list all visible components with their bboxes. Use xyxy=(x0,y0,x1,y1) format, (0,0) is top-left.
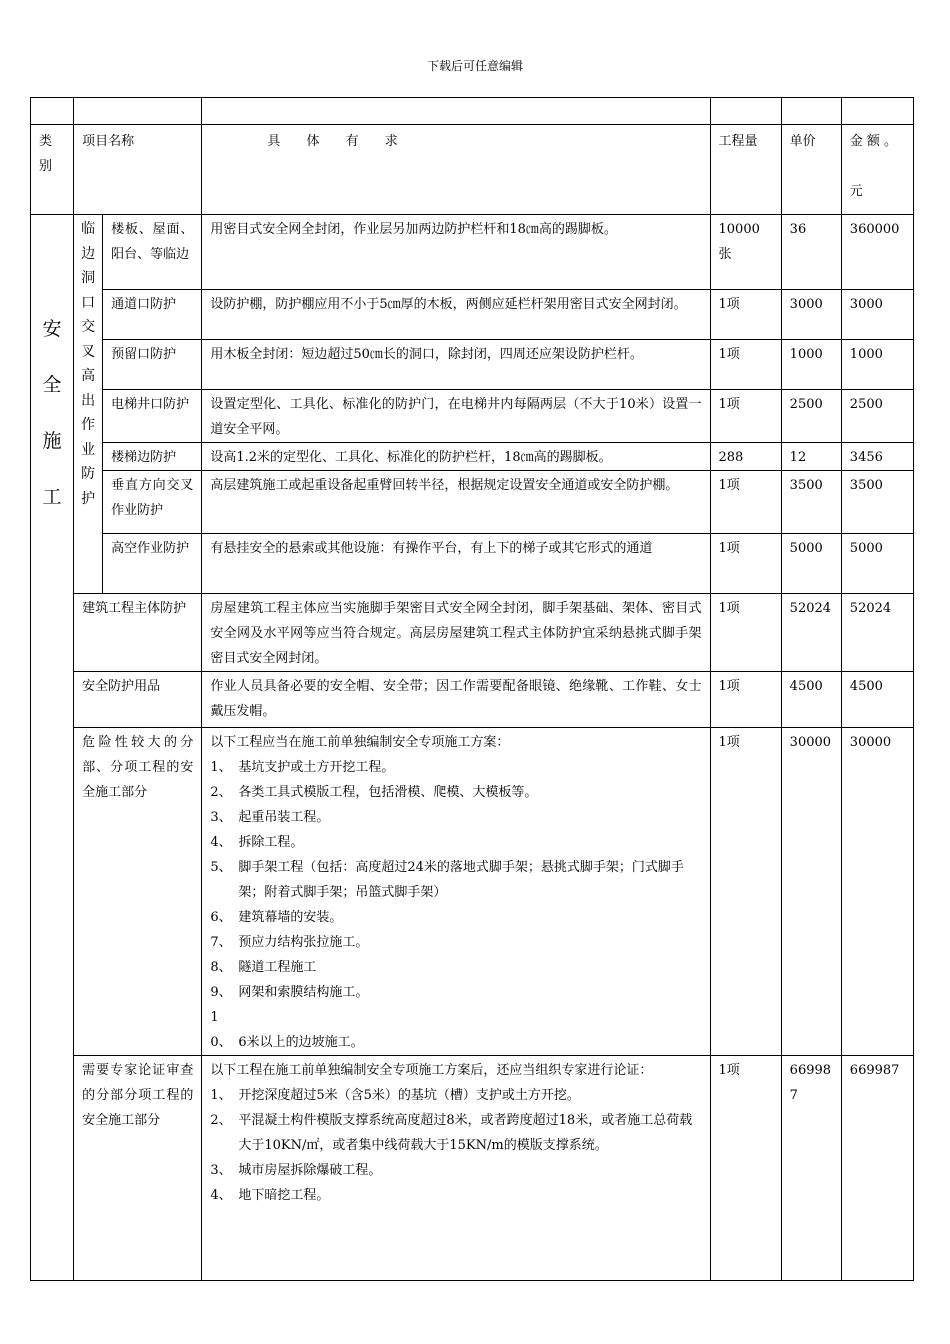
row-price: 5000 xyxy=(781,534,841,594)
row-amount: 1000 xyxy=(841,340,913,390)
row-desc: 设高1.2米的定型化、工具化、标准化的防护栏杆，18㎝高的踢脚板。 xyxy=(202,443,710,471)
hazard-intro: 以下工程应当在施工前单独编制安全专项施工方案： xyxy=(210,735,510,750)
row-qty: 1项 xyxy=(710,1056,781,1281)
list-item: 3、 起重吊装工程。 xyxy=(210,810,330,825)
table-row xyxy=(31,443,914,471)
row-amount: 3456 xyxy=(841,443,913,471)
page-header-note: 下载后可任意编辑 xyxy=(426,59,523,73)
row-amount: 30000 xyxy=(841,728,913,1056)
table-row xyxy=(31,215,914,290)
row-name: 安全防护用品 xyxy=(74,672,202,728)
list-item: 10、 6米以上的边坡施工。 xyxy=(210,1010,364,1050)
table-row xyxy=(31,471,914,534)
row-name: 危险性较大的分部、分项工程的安全施工部分 xyxy=(74,728,202,1056)
row-amount: 3500 xyxy=(841,471,913,534)
row-qty: 1项 xyxy=(710,728,781,1056)
table-row xyxy=(31,534,914,594)
table-row xyxy=(31,340,914,390)
row-name: 需要专家论证审查的分部分项工程的安全施工部分 xyxy=(74,1056,202,1281)
row-amount: 2500 xyxy=(841,390,913,443)
header-amount: 金 额 。 xyxy=(849,134,898,149)
row-price: 30000 xyxy=(781,728,841,1056)
header-category: 类别 xyxy=(39,134,53,174)
safety-cost-table xyxy=(30,97,914,1281)
table-row xyxy=(31,728,914,1056)
row-qty: 1项 xyxy=(710,471,781,534)
row-qty: 1项 xyxy=(710,340,781,390)
category-label: 安全施工 xyxy=(42,318,62,508)
row-price: 12 xyxy=(781,443,841,471)
table-blank-row xyxy=(31,98,914,125)
row-desc: 设防护棚，防护棚应用不小于5㎝厚的木板，两侧应延栏杆架用密目式安全网封闭。 xyxy=(202,290,710,340)
row-price: 3500 xyxy=(781,471,841,534)
row-desc: 房屋建筑工程主体应当实施脚手架密目式安全网全封闭，脚手架基础、架体、密目式安全网及水平网等应当符合规定。高层房屋建筑工程式主体防护宜采纳悬挑式脚手架密目式安全网封闭。 xyxy=(202,594,710,672)
row-qty: 1项 xyxy=(710,594,781,672)
row-amount: 52024 xyxy=(841,594,913,672)
list-item: 3、 城市房屋拆除爆破工程。 xyxy=(210,1163,382,1178)
row-qty: 288 xyxy=(710,443,781,471)
row-price: 4500 xyxy=(781,672,841,728)
header-unit-price: 单价 xyxy=(789,134,816,149)
row-desc: 有悬挂安全的悬索或其他设施：有操作平台，有上下的梯子或其它形式的通道 xyxy=(202,534,710,594)
row-name: 楼板、屋面、阳台、等临边 xyxy=(103,215,202,290)
row-name: 楼梯边防护 xyxy=(103,443,202,471)
table-row xyxy=(31,1056,914,1281)
list-item: 2、 各类工具式模版工程，包括滑模、爬模、大模板等。 xyxy=(210,785,538,800)
header-quantity: 工程量 xyxy=(718,134,758,149)
row-price: 52024 xyxy=(781,594,841,672)
row-price: 3000 xyxy=(781,290,841,340)
list-item: 2、 平混凝土构件模版支撑系统高度超过8米，或者跨度超过18米，或者施工总荷载大于10KN/㎡，或者集中线荷载大于15KN/m的模版支撑系统。 xyxy=(210,1113,693,1153)
table-row xyxy=(31,290,914,340)
list-item: 5、 脚手架工程（包括：高度超过24米的落地式脚手架；悬挑式脚手架；门式脚手架；附着式脚手架；吊篮式脚手架） xyxy=(210,860,684,900)
row-price: 669987 xyxy=(781,1056,841,1281)
group-label: 临边洞口交叉高出作业防护 xyxy=(81,221,96,507)
list-item: 8、 隧道工程施工 xyxy=(210,960,317,975)
row-amount: 4500 xyxy=(841,672,913,728)
row-desc: 用木板全封闭：短边超过50㎝长的洞口，除封闭，四周还应架设防护栏杆。 xyxy=(202,340,710,390)
list-item: 6、 建筑幕墙的安装。 xyxy=(210,910,343,925)
row-qty: 1项 xyxy=(710,534,781,594)
row-name: 电梯井口防护 xyxy=(103,390,202,443)
table-row xyxy=(31,672,914,728)
header-item-name: 项目名称 xyxy=(82,134,135,149)
row-desc: 用密目式安全网全封闭，作业层另加两边防护栏杆和18㎝高的踢脚板。 xyxy=(202,215,710,290)
row-name: 垂直方向交叉作业防护 xyxy=(103,471,202,534)
row-name: 预留口防护 xyxy=(103,340,202,390)
row-name: 建筑工程主体防护 xyxy=(74,594,202,672)
row-qty: 1项 xyxy=(710,290,781,340)
expert-intro: 以下工程在施工前单独编制安全专项施工方案后，还应当组织专家进行论证： xyxy=(210,1063,653,1078)
list-item: 1、 基坑支护或土方开挖工程。 xyxy=(210,760,395,775)
row-qty: 1项 xyxy=(710,672,781,728)
row-price: 36 xyxy=(781,215,841,290)
list-item: 9、 网架和索膜结构施工。 xyxy=(210,985,369,1000)
list-item: 7、 预应力结构张拉施工。 xyxy=(210,935,369,950)
row-name: 通道口防护 xyxy=(103,290,202,340)
row-amount: 360000 xyxy=(841,215,913,290)
row-name: 高空作业防护 xyxy=(103,534,202,594)
table-row xyxy=(31,594,914,672)
row-desc: 高层建筑施工或起重设备起重臂回转半径，根据规定设置安全通道或安全防护棚。 xyxy=(202,471,710,534)
row-qty: 10000张 xyxy=(710,215,781,290)
row-price: 2500 xyxy=(781,390,841,443)
list-item: 4、 拆除工程。 xyxy=(210,835,304,850)
list-item: 1、 开挖深度超过5米（含5米）的基坑（槽）支护或土方开挖。 xyxy=(210,1088,580,1103)
hazard-desc xyxy=(202,728,710,1056)
table-header-row xyxy=(31,125,914,215)
row-amount: 5000 xyxy=(841,534,913,594)
row-desc: 作业人员具备必要的安全帽、安全带；因工作需要配备眼镜、绝缘靴、工作鞋、女士戴压发帽。 xyxy=(202,672,710,728)
header-amount-unit: 元 xyxy=(849,184,863,199)
list-item: 4、 地下暗挖工程。 xyxy=(210,1188,330,1203)
row-amount: 669987 xyxy=(841,1056,913,1281)
row-price: 1000 xyxy=(781,340,841,390)
row-desc: 设置定型化、工具化、标准化的防护门，在电梯井内每隔两层（不大于10米）设置一道安全平网。 xyxy=(202,390,710,443)
header-requirements: 具 体 有 求 xyxy=(267,134,402,149)
row-qty: 1项 xyxy=(710,390,781,443)
table-row xyxy=(31,390,914,443)
row-amount: 3000 xyxy=(841,290,913,340)
expert-desc xyxy=(202,1056,710,1281)
